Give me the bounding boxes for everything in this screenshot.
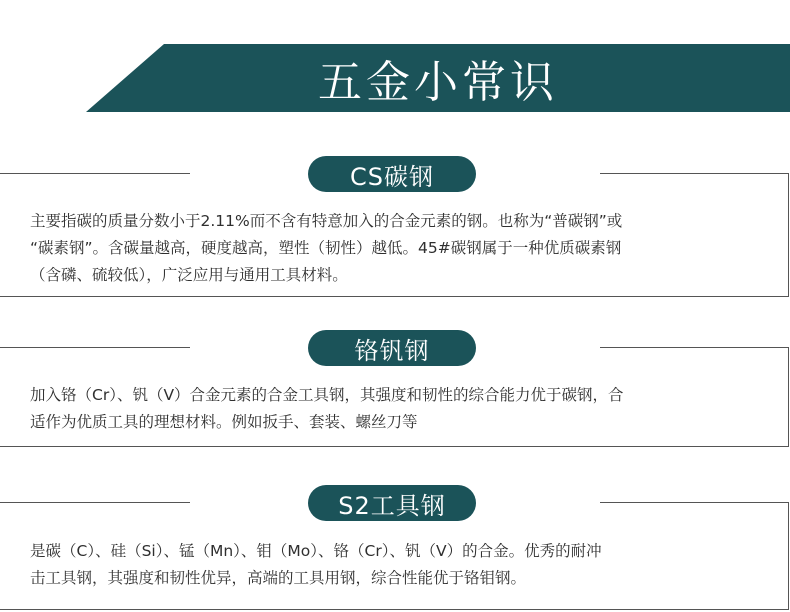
card-line: “碳素钢”。含碳量越高，硬度越高，塑性（韧性）越低。45#碳钢属于一种优质碳素钢 xyxy=(30,239,622,257)
card-line: 加入铬（Cr）、钒（V）合金元素的合金工具钢，其强度和韧性的综合能力优于碳钢，合 xyxy=(30,386,624,404)
card-line: 击工具钢，其强度和韧性优异，高端的工具用钢，综合性能优于铬钼钢。 xyxy=(30,569,527,587)
section-label-s2-tool-steel: S2工具钢 xyxy=(308,485,476,521)
card-line: 是碳（C）、硅（Si）、锰（Mn）、钼（Mo）、铬（Cr）、钒（V）的合金。优秀的耐冲 xyxy=(30,542,602,560)
section-label-chrome-vanadium: 铬钒钢 xyxy=(308,330,476,366)
card-line: （含磷、硫较低），广泛应用与通用工具材料。 xyxy=(30,266,348,284)
card-body xyxy=(30,382,768,436)
page-title: 五金小常识 xyxy=(318,57,558,108)
section-label-cs-steel: CS碳钢 xyxy=(308,156,476,192)
card-body xyxy=(30,538,768,592)
card-line: 主要指碳的质量分数小于2.11%而不含有特意加入的合金元素的钢。也称为“普碳钢”或 xyxy=(30,212,623,230)
card-body xyxy=(30,208,768,289)
card-line: 适作为优质工具的理想材料。例如扳手、套装、螺丝刀等 xyxy=(30,413,418,431)
